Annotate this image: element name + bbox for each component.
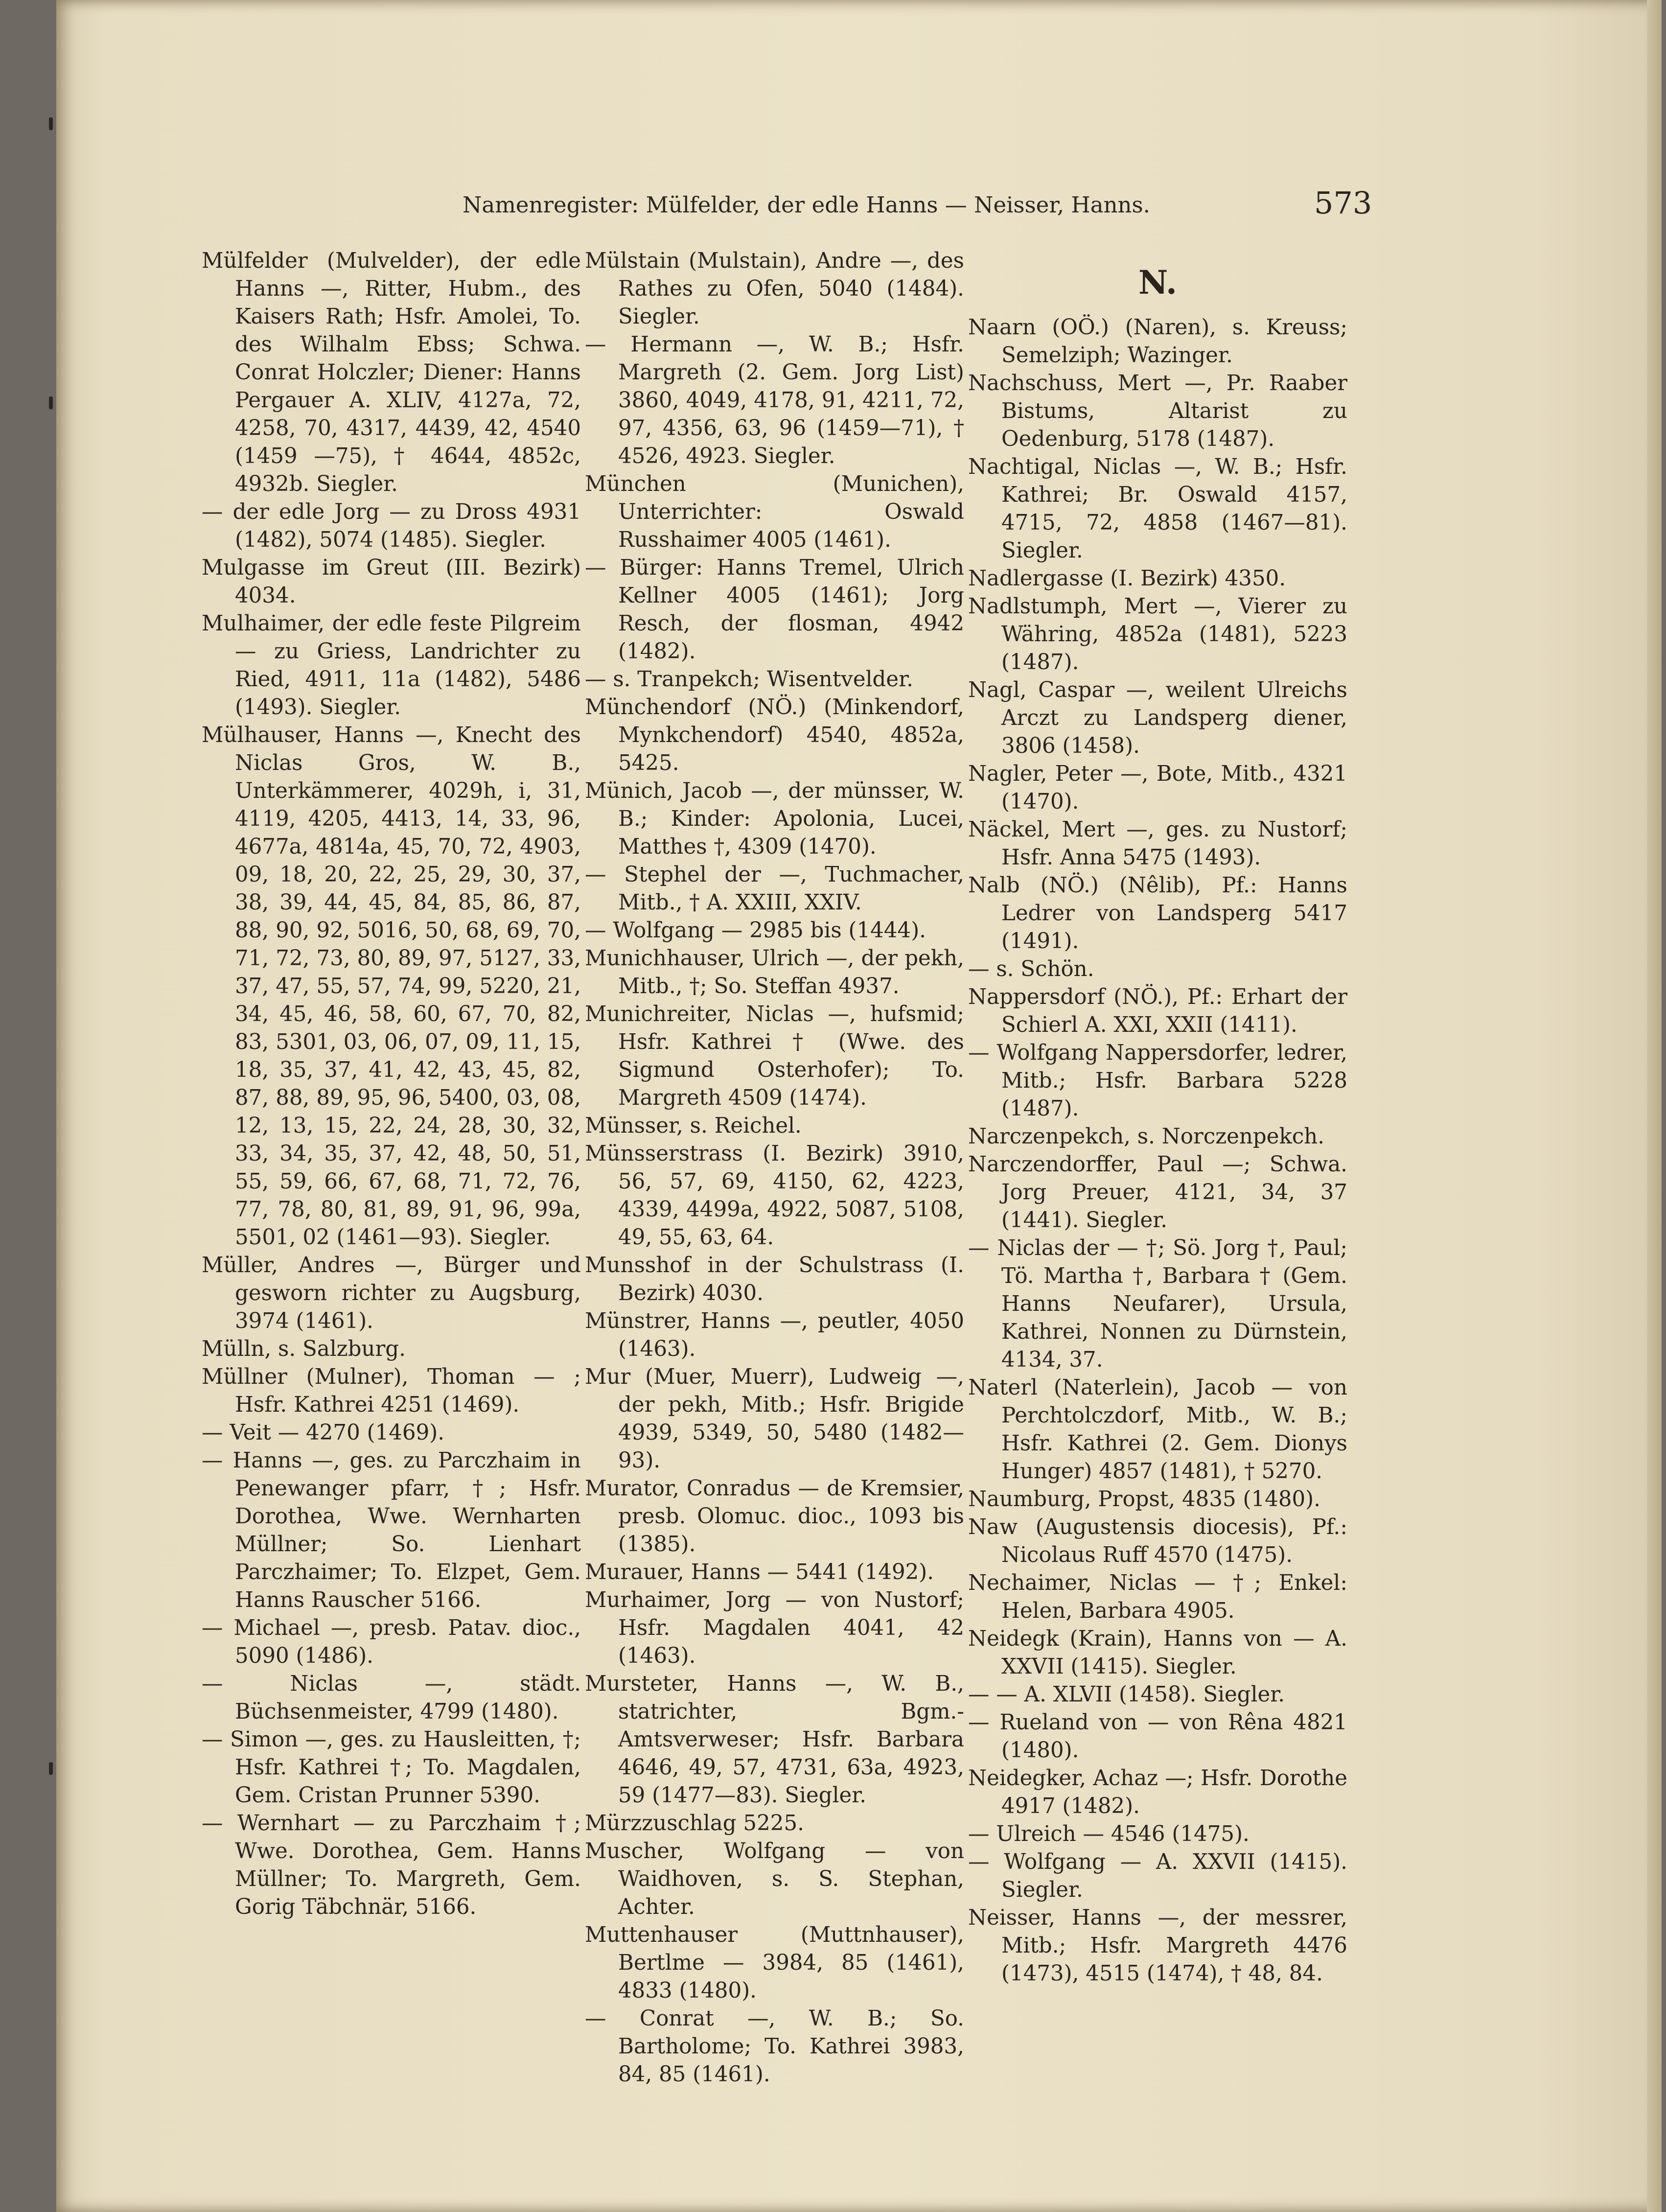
register-entry: Murauer, Hanns — 5441 (1492). [585, 1560, 934, 1584]
register-entry: Murator, Conradus — de Kremsier, presb. Olomuc. dioc., 1093 bis (1385). [585, 1476, 964, 1557]
register-entry: Näckel, Mert —, ges. zu Nustorf; Hsfr. Anna 5475 (1493). [968, 817, 1347, 870]
index-column-2 [585, 247, 964, 2089]
register-entry: Nappersdorf (NÖ.), Pf.: Erhart der Schierl A. XXI, XXII (1411). [968, 985, 1347, 1037]
register-entry: — Niclas der — †; Sö. Jorg †, Paul; Tö. Martha †, Barbara † (Gem. Hanns Neufarer), Ursula, Kathrei, Nonnen zu Dürnstein, 4134, 37. [968, 1236, 1347, 1372]
register-entry: Narczenpekch, s. Norczenpekch. [968, 1124, 1325, 1149]
register-entry: Nachtigal, Niclas —, W. B.; Hsfr. Kathrei; Br. Oswald 4157, 4715, 72, 4858 (1467—81). Siegler. [968, 455, 1347, 563]
index-column-3 [968, 247, 1347, 1988]
register-entry: Mülstain (Mulstain), Andre —, des Rathes zu Ofen, 5040 (1484). Siegler. [585, 249, 964, 329]
register-entry: Muscher, Wolfgang — von Waidhoven, s. S. Stephan, Achter. [585, 1839, 964, 1919]
register-entry: Müllner (Mulner), Thoman — ; Hsfr. Kathrei 4251 (1469). [202, 1365, 581, 1417]
register-entry: Neidegker, Achaz —; Hsfr. Dorothe 4917 (1482). [968, 1766, 1347, 1818]
register-entry: Nadlergasse (I. Bezirk) 4350. [968, 566, 1286, 591]
register-entry: — s. Schön. [968, 957, 1094, 981]
register-entry: Münstrer, Hanns —, peutler, 4050 (1463). [585, 1309, 964, 1361]
register-entry: — Michael —, presb. Patav. dioc., 5090 (1486). [202, 1616, 581, 1668]
page-edge [1647, 0, 1662, 2212]
register-entry: Mur (Muer, Muerr), Ludweig —, der pekh, Mitb.; Hsfr. Brigide 4939, 5349, 50, 5480 (1482—93). [585, 1365, 964, 1473]
register-entry: — Niclas —, städt. Büchsenmeister, 4799 (1480). [202, 1672, 581, 1724]
margin-mark [49, 1762, 53, 1775]
register-entry: — der edle Jorg — zu Dross 4931 (1482), 5074 (1485). Siegler. [202, 500, 581, 552]
index-column-1 [202, 247, 581, 1921]
register-entry: Nagl, Caspar —, weilent Ulreichs Arczt zu Landsperg diener, 3806 (1458). [968, 678, 1347, 758]
register-entry: — Bürger: Hanns Tremel, Ulrich Kellner 4005 (1461); Jorg Resch, der flosman, 4942 (1482). [585, 556, 964, 664]
register-entry: Neisser, Hanns —, der messrer, Mitb.; Hsfr. Margreth 4476 (1473), 4515 (1474), † 48, 84. [968, 1906, 1347, 1986]
register-entry: Naarn (OÖ.) (Naren), s. Kreuss; Semelziph; Wazinger. [968, 315, 1347, 368]
register-entry: Mulgasse im Greut (III. Bezirk) 4034. [202, 556, 581, 608]
register-entry: — Stephel der —, Tuchmacher, Mitb., † A. XXIII, XXIV. [585, 862, 964, 915]
register-entry: — Wernhart — zu Parczhaim †; Wwe. Dorothea, Gem. Hanns Müllner; To. Margreth, Gem. Gorig Täbchnär, 5166. [202, 1811, 581, 1919]
register-entry: — Simon —, ges. zu Hausleitten, †; Hsfr. Kathrei †; To. Magdalen, Gem. Cristan Prunner 5390. [202, 1727, 581, 1808]
margin-mark [49, 396, 53, 409]
register-entry: Nadlstumph, Mert —, Vierer zu Währing, 4852a (1481), 5223 (1487). [968, 594, 1347, 675]
register-entry: Mursteter, Hanns —, W. B., statrichter, Bgm.-Amtsverweser; Hsfr. Barbara 4646, 49, 57, 4731, 63a, 4923, 59 (1477—83). Siegler. [585, 1672, 964, 1808]
register-entry: Münsserstrass (I. Bezirk) 3910, 56, 57, 69, 4150, 62, 4223, 4339, 4499a, 4922, 5087, 5108, 49, 55, 63, 64. [585, 1141, 964, 1250]
register-entry: Münchendorf (NÖ.) (Minkendorf, Mynkchendorf) 4540, 4852a, 5425. [585, 695, 964, 775]
register-entry: Nechaimer, Niclas — †; Enkel: Helen, Barbara 4905. [968, 1571, 1347, 1623]
register-entry: Nagler, Peter —, Bote, Mitb., 4321 (1470). [968, 762, 1347, 814]
register-entry: Nalb (NÖ.) (Nêlib), Pf.: Hanns Ledrer von Landsperg 5417 (1491). [968, 873, 1347, 954]
register-entry: Muttenhauser (Muttnhauser), Bertlme — 3984, 85 (1461), 4833 (1480). [585, 1923, 964, 2003]
register-entry: Narczendorffer, Paul —; Schwa. Jorg Preuer, 4121, 34, 37 (1441). Siegler. [968, 1152, 1347, 1233]
register-entry: Neidegk (Krain), Hanns von — A. XXVII (1415). Siegler. [968, 1627, 1347, 1679]
register-entry: Müller, Andres —, Bürger und gesworn richter zu Augsburg, 3974 (1461). [202, 1253, 581, 1333]
register-entry: Münich, Jacob —, der münsser, W. B.; Kinder: Apolonia, Lucei, Matthes †, 4309 (1470). [585, 779, 964, 859]
page-number: 573 [1314, 185, 1372, 221]
register-entry: Naterl (Naterlein), Jacob — von Perchtolczdorf, Mitb., W. B.; Hsfr. Kathrei (2. Gem. Dionys Hunger) 4857 (1481), † 5270. [968, 1375, 1347, 1484]
register-entry: Mülln, s. Salzburg. [202, 1337, 406, 1361]
register-entry: — s. Tranpekch; Wisentvelder. [585, 667, 913, 692]
register-entry: — Rueland von — von Rêna 4821 (1480). [968, 1710, 1347, 1763]
running-title: Namenregister: Mülfelder, der edle Hanns — Neisser, Hanns. [463, 192, 1150, 218]
register-entry: — Conrat —, W. B.; So. Bartholome; To. Kathrei 3983, 84, 85 (1461). [585, 2006, 964, 2087]
register-entry: Murhaimer, Jorg — von Nustorf; Hsfr. Magdalen 4041, 42 (1463). [585, 1588, 964, 1668]
register-entry: — Wolfgang — A. XXVII (1415). Siegler. [968, 1850, 1347, 1902]
register-entry: Mürzzuschlag 5225. [585, 1811, 804, 1836]
register-entry: Mulhaimer, der edle feste Pilgreim — zu Griess, Landrichter zu Ried, 4911, 11a (1482), 5486 (1493). Siegler. [202, 611, 581, 720]
register-entry: Nachschuss, Mert —, Pr. Raaber Bistums, Altarist zu Oedenburg, 5178 (1487). [968, 371, 1347, 451]
register-entry: Mülhauser, Hanns —, Knecht des Niclas Gros, W. B., Unterkämmerer, 4029h, i, 31, 4119, 4205, 4413, 14, 33, 96, 4677a, 4814a, 45, 70, 72, 4903, 09, 18, 20, 22, 25, 29, 30, 37, 38, 39, 44, 45, 84, 85, 86, 87, 88, 90, 92, 5016, 50, 68, 69, 70, 71, 72, 73, 80, 89, 97, 5127, 33, 37, 47, 55, 57, 74, 99, 5220, 21, 34, 45, 46, 58, 60, 67, 70, 82, 83, 5301, 03, 06, 07, 09, 11, 15, 18, 35, 37, 41, 42, 43, 45, 82, 87, 88, 89, 95, 96, 5400, 03, 08, 12, 13, 15, 22, 24, 28, 30, 32, 33, 34, 35, 37, 42, 48, 50, 51, 55, 59, 66, 67, 68, 71, 72, 76, 77, 78, 80, 81, 89, 91, 96, 99a, 5501, 02 (1461—93). Siegler. [202, 723, 581, 1250]
register-entry: Munsshof in der Schulstrass (I. Bezirk) 4030. [585, 1253, 964, 1305]
register-entry: — — A. XLVII (1458). Siegler. [968, 1682, 1285, 1707]
register-entry: München (Munichen), Unterrichter: Oswald Russhaimer 4005 (1461). [585, 472, 964, 552]
register-entry: — Hermann —, W. B.; Hsfr. Margreth (2. Gem. Jorg List) 3860, 4049, 4178, 91, 4211, 72, 97, 4356, 63, 96 (1459—71), † 4526, 4923. Siegler. [585, 332, 964, 468]
register-entry: Naumburg, Propst, 4835 (1480). [968, 1487, 1320, 1512]
register-entry: — Wolfgang — 2985 bis (1444). [585, 918, 926, 943]
register-entry: Mülfelder (Mulvelder), der edle Hanns —, Ritter, Hubm., des Kaisers Rath; Hsfr. Amolei, To. des Wilhalm Ebss; Schwa. Conrat Holczler; Diener: Hanns Pergauer A. XLIV, 4127a, 72, 4258, 70, 4317, 4439, 42, 4540 (1459 —75), † 4644, 4852c, 4932b. Siegler. [202, 249, 581, 496]
register-entry: — Wolfgang Nappersdorfer, ledrer, Mitb.; Hsfr. Barbara 5228 (1487). [968, 1041, 1347, 1121]
section-letter-heading: N. [1138, 263, 1178, 302]
register-entry: — Ulreich — 4546 (1475). [968, 1822, 1250, 1846]
margin-mark [49, 117, 53, 130]
register-entry: Münsser, s. Reichel. [585, 1114, 802, 1138]
register-entry: Munichreiter, Niclas —, hufsmid; Hsfr. Kathrei † (Wwe. des Sigmund Osterhofer); To. Margreth 4509 (1474). [585, 1002, 964, 1110]
register-entry: — Hanns —, ges. zu Parczhaim in Penewanger pfarr, †; Hsfr. Dorothea, Wwe. Wernharten Müllner; So. Lienhart Parczhaimer; To. Elzpet, Gem. Hanns Rauscher 5166. [202, 1448, 581, 1612]
register-entry: Naw (Augustensis diocesis), Pf.: Nicolaus Ruff 4570 (1475). [968, 1515, 1347, 1567]
register-entry: — Veit — 4270 (1469). [202, 1420, 445, 1445]
register-entry: Munichhauser, Ulrich —, der pekh, Mitb., †; So. Steffan 4937. [585, 946, 964, 999]
